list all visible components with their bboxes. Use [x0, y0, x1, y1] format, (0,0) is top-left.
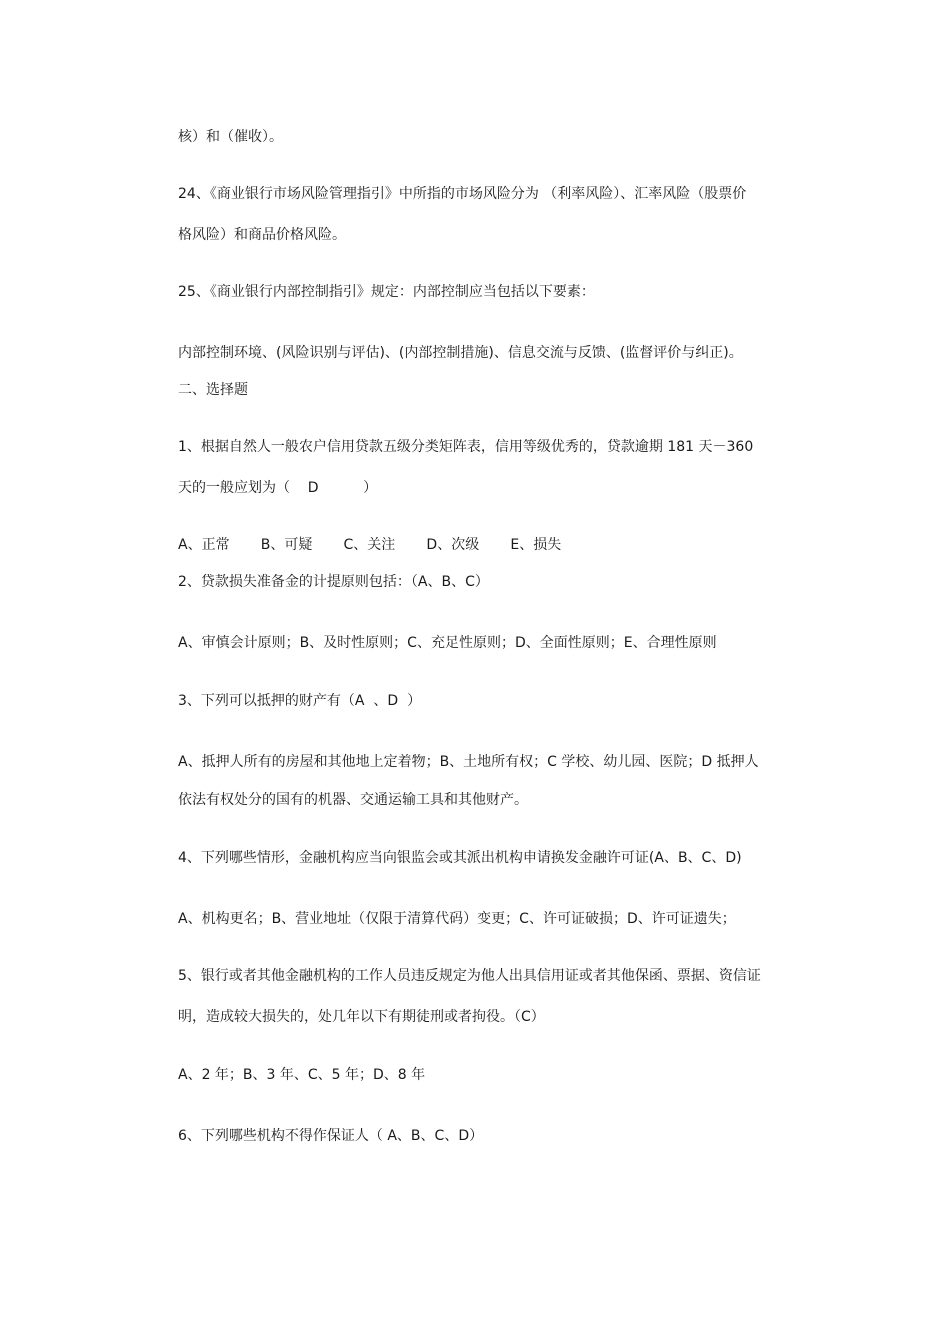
text-line: 1、根据自然人一般农户信用贷款五级分类矩阵表，信用等级优秀的，贷款逾期 181 天－360 [178, 439, 754, 455]
text-line: 24、《商业银行市场风险管理指引》中所指的市场风险分为 （利率风险）、汇率风险（股票价 [178, 186, 747, 202]
text-line: 核）和（催收）。 [178, 129, 283, 145]
options-line: A、正常 B、可疑 C、关注 D、次级 E、损失 [178, 537, 562, 553]
text-line: 25、《商业银行内部控制指引》规定：内部控制应当包括以下要素： [178, 284, 595, 300]
text-line: 5、银行或者其他金融机构的工作人员违反规定为他人出具信用证或者其他保函、票据、资信证 [178, 968, 761, 984]
text-line: 格风险）和商品价格风险。 [178, 227, 346, 243]
text-line: 3、下列可以抵押的财产有（A 、D ） [178, 693, 422, 709]
text-line: 天的一般应划为（ D ） [178, 480, 378, 496]
text-line: 4、下列哪些情形，金融机构应当向银监会或其派出机构申请换发金融许可证(A、B、C、D) [178, 850, 742, 866]
options-line: A、抵押人所有的房屋和其他地上定着物；B、土地所有权；C 学校、幼儿园、医院；D 抵押人 [178, 754, 759, 770]
text-line: 明，造成较大损失的，处几年以下有期徒刑或者拘役。（C） [178, 1009, 545, 1025]
options-line: A、机构更名；B、营业地址（仅限于清算代码）变更；C、许可证破损；D、许可证遗失； [178, 911, 736, 927]
text-line: 6、下列哪些机构不得作保证人（ A、B、C、D） [178, 1128, 484, 1144]
text-line: 2、贷款损失准备金的计提原则包括：（A、B、C） [178, 574, 489, 590]
section-heading: 二、选择题 [178, 382, 248, 398]
options-line: A、审慎会计原则；B、及时性原则；C、充足性原则；D、全面性原则；E、合理性原则 [178, 635, 717, 651]
options-line: A、2 年；B、3 年、C、5 年；D、8 年 [178, 1067, 426, 1083]
options-line: 依法有权处分的国有的机器、交通运输工具和其他财产。 [178, 792, 528, 808]
text-line: 内部控制环境、(风险识别与评估)、(内部控制措施)、信息交流与反馈、(监督评价与纠正)。 [178, 345, 743, 361]
